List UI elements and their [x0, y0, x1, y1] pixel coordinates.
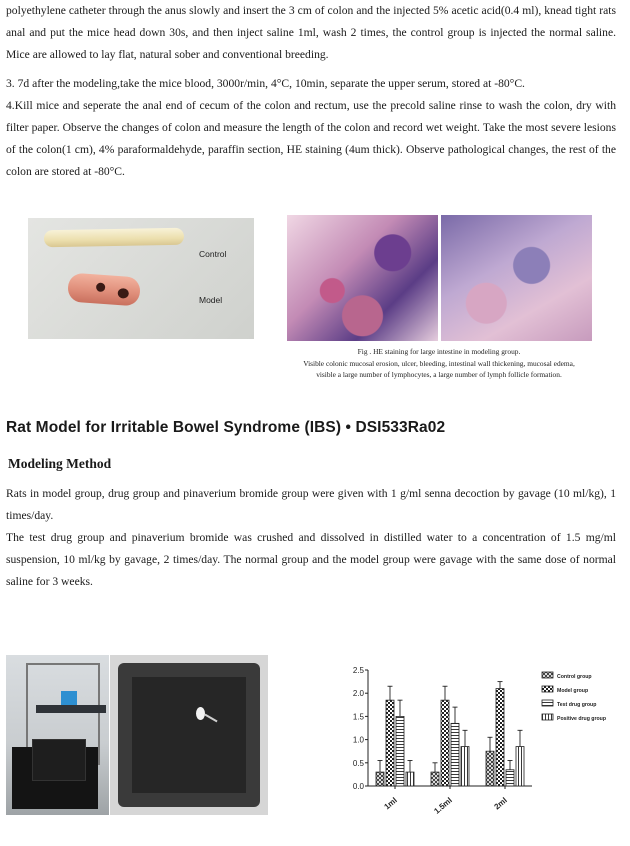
photo-label-model: Model — [199, 295, 223, 305]
rat-figure — [196, 707, 205, 720]
caption-line-2: Visible colonic mucosal erosion, ulcer, bleeding, intestinal wall thickening, mucosal edema, — [303, 358, 575, 368]
model-colon-specimen — [67, 273, 141, 307]
section-title: Rat Model for Irritable Bowel Syndrome (IBS) • DSI533Ra02 — [6, 419, 446, 436]
bar — [386, 700, 394, 786]
legend-label: Test drug group — [557, 702, 597, 708]
bar — [441, 700, 449, 786]
caption-line-3: visible a large number of lymphocytes, a large number of lymph follicle formation. — [316, 370, 562, 379]
bar — [486, 751, 494, 786]
caption-line-1: Fig . HE staining for large intestine in modeling group. — [357, 347, 521, 356]
y-tick-label: 2.5 — [352, 666, 364, 675]
y-tick-label: 0.5 — [352, 758, 364, 768]
legend-swatch — [542, 672, 553, 678]
legend-label: Positive drug group — [557, 716, 606, 722]
bar — [496, 689, 504, 786]
he-stain-image-left — [287, 215, 438, 341]
legend-swatch — [542, 686, 553, 692]
bar — [451, 723, 459, 786]
photo-label-control: Control — [199, 249, 227, 259]
bar — [431, 772, 439, 786]
x-tick-label: 1.5ml — [432, 795, 454, 816]
section-subtitle: Modeling Method — [8, 456, 112, 471]
legend-swatch — [542, 714, 553, 720]
y-tick-label: 1.0 — [352, 735, 364, 745]
figure-caption — [285, 346, 593, 381]
modeling-text-1: Rats in model group, drug group and pinaverium bromide group were given with 1 g/ml senna decoction by gavage (10 ml/kg), 1 times/day. — [6, 487, 616, 522]
x-tick-label: 1ml — [382, 795, 399, 812]
apparatus-photo — [6, 655, 109, 815]
lesion-spot — [96, 282, 106, 292]
y-tick-label: 2.0 — [352, 689, 364, 699]
x-tick-label: 2ml — [492, 795, 509, 812]
legend-swatch — [542, 700, 553, 706]
method-step-3: 3. 7d after the modeling,take the mice blood, 3000r/min, 4°C, 10min, separate the upper serum, stored at -80°C. — [6, 77, 525, 90]
apparatus-table — [36, 705, 106, 713]
method-step-4: 4.Kill mice and seperate the anal end of cecum of the colon and rectum, use the precold saline rinse to wash the colon, dry with filter paper. Observe the changes of colon and measure the length of the colon and record wet weight. Take the most severe lesions of the colon(1 cm), 4% paraformaldehyde, paraffin section, HE staining (4um thick). Observe pathological changes, the rest of the colon are stored at -80°C. — [6, 99, 616, 178]
bar — [376, 772, 384, 786]
bar — [516, 747, 524, 786]
y-tick-label: 0.0 — [352, 782, 364, 791]
modeling-text-2: The test drug group and pinaverium bromide was crushed and dissolved in distilled water to a concentration of 1.5 mg/ml suspension, 10 ml/kg by gavage, 2 times/day. The normal group and the model group were gavage with the same dose of normal saline for 3 weeks. — [6, 531, 616, 588]
colon-photo — [28, 218, 254, 339]
lesion-spot — [117, 288, 129, 299]
method-step-text: polyethylene catheter through the anus slowly and insert the 3 cm of colon and the injected 5% acetic acid(0.4 ml), knead tight rats anal and put the mice head down 30s, and then inject saline 1ml, wash 2 times, the control group is injected the normal saline. Mice are allowed to lay flat, natural sober and conventional breeding. — [6, 4, 616, 61]
control-colon-specimen — [44, 228, 184, 247]
bar — [396, 716, 404, 786]
y-tick-label: 1.5 — [352, 712, 364, 722]
apparatus-camera-box — [61, 691, 77, 705]
bar — [406, 772, 414, 786]
he-stain-image-right — [441, 215, 592, 341]
bar — [506, 770, 514, 786]
open-field-floor — [132, 677, 246, 793]
legend-label: Model group — [557, 688, 589, 694]
open-field-photo — [110, 655, 268, 815]
legend-label: Control group — [557, 674, 592, 680]
apparatus-inner-tank — [32, 739, 86, 781]
bar-chart — [340, 662, 618, 822]
bar — [461, 747, 469, 786]
